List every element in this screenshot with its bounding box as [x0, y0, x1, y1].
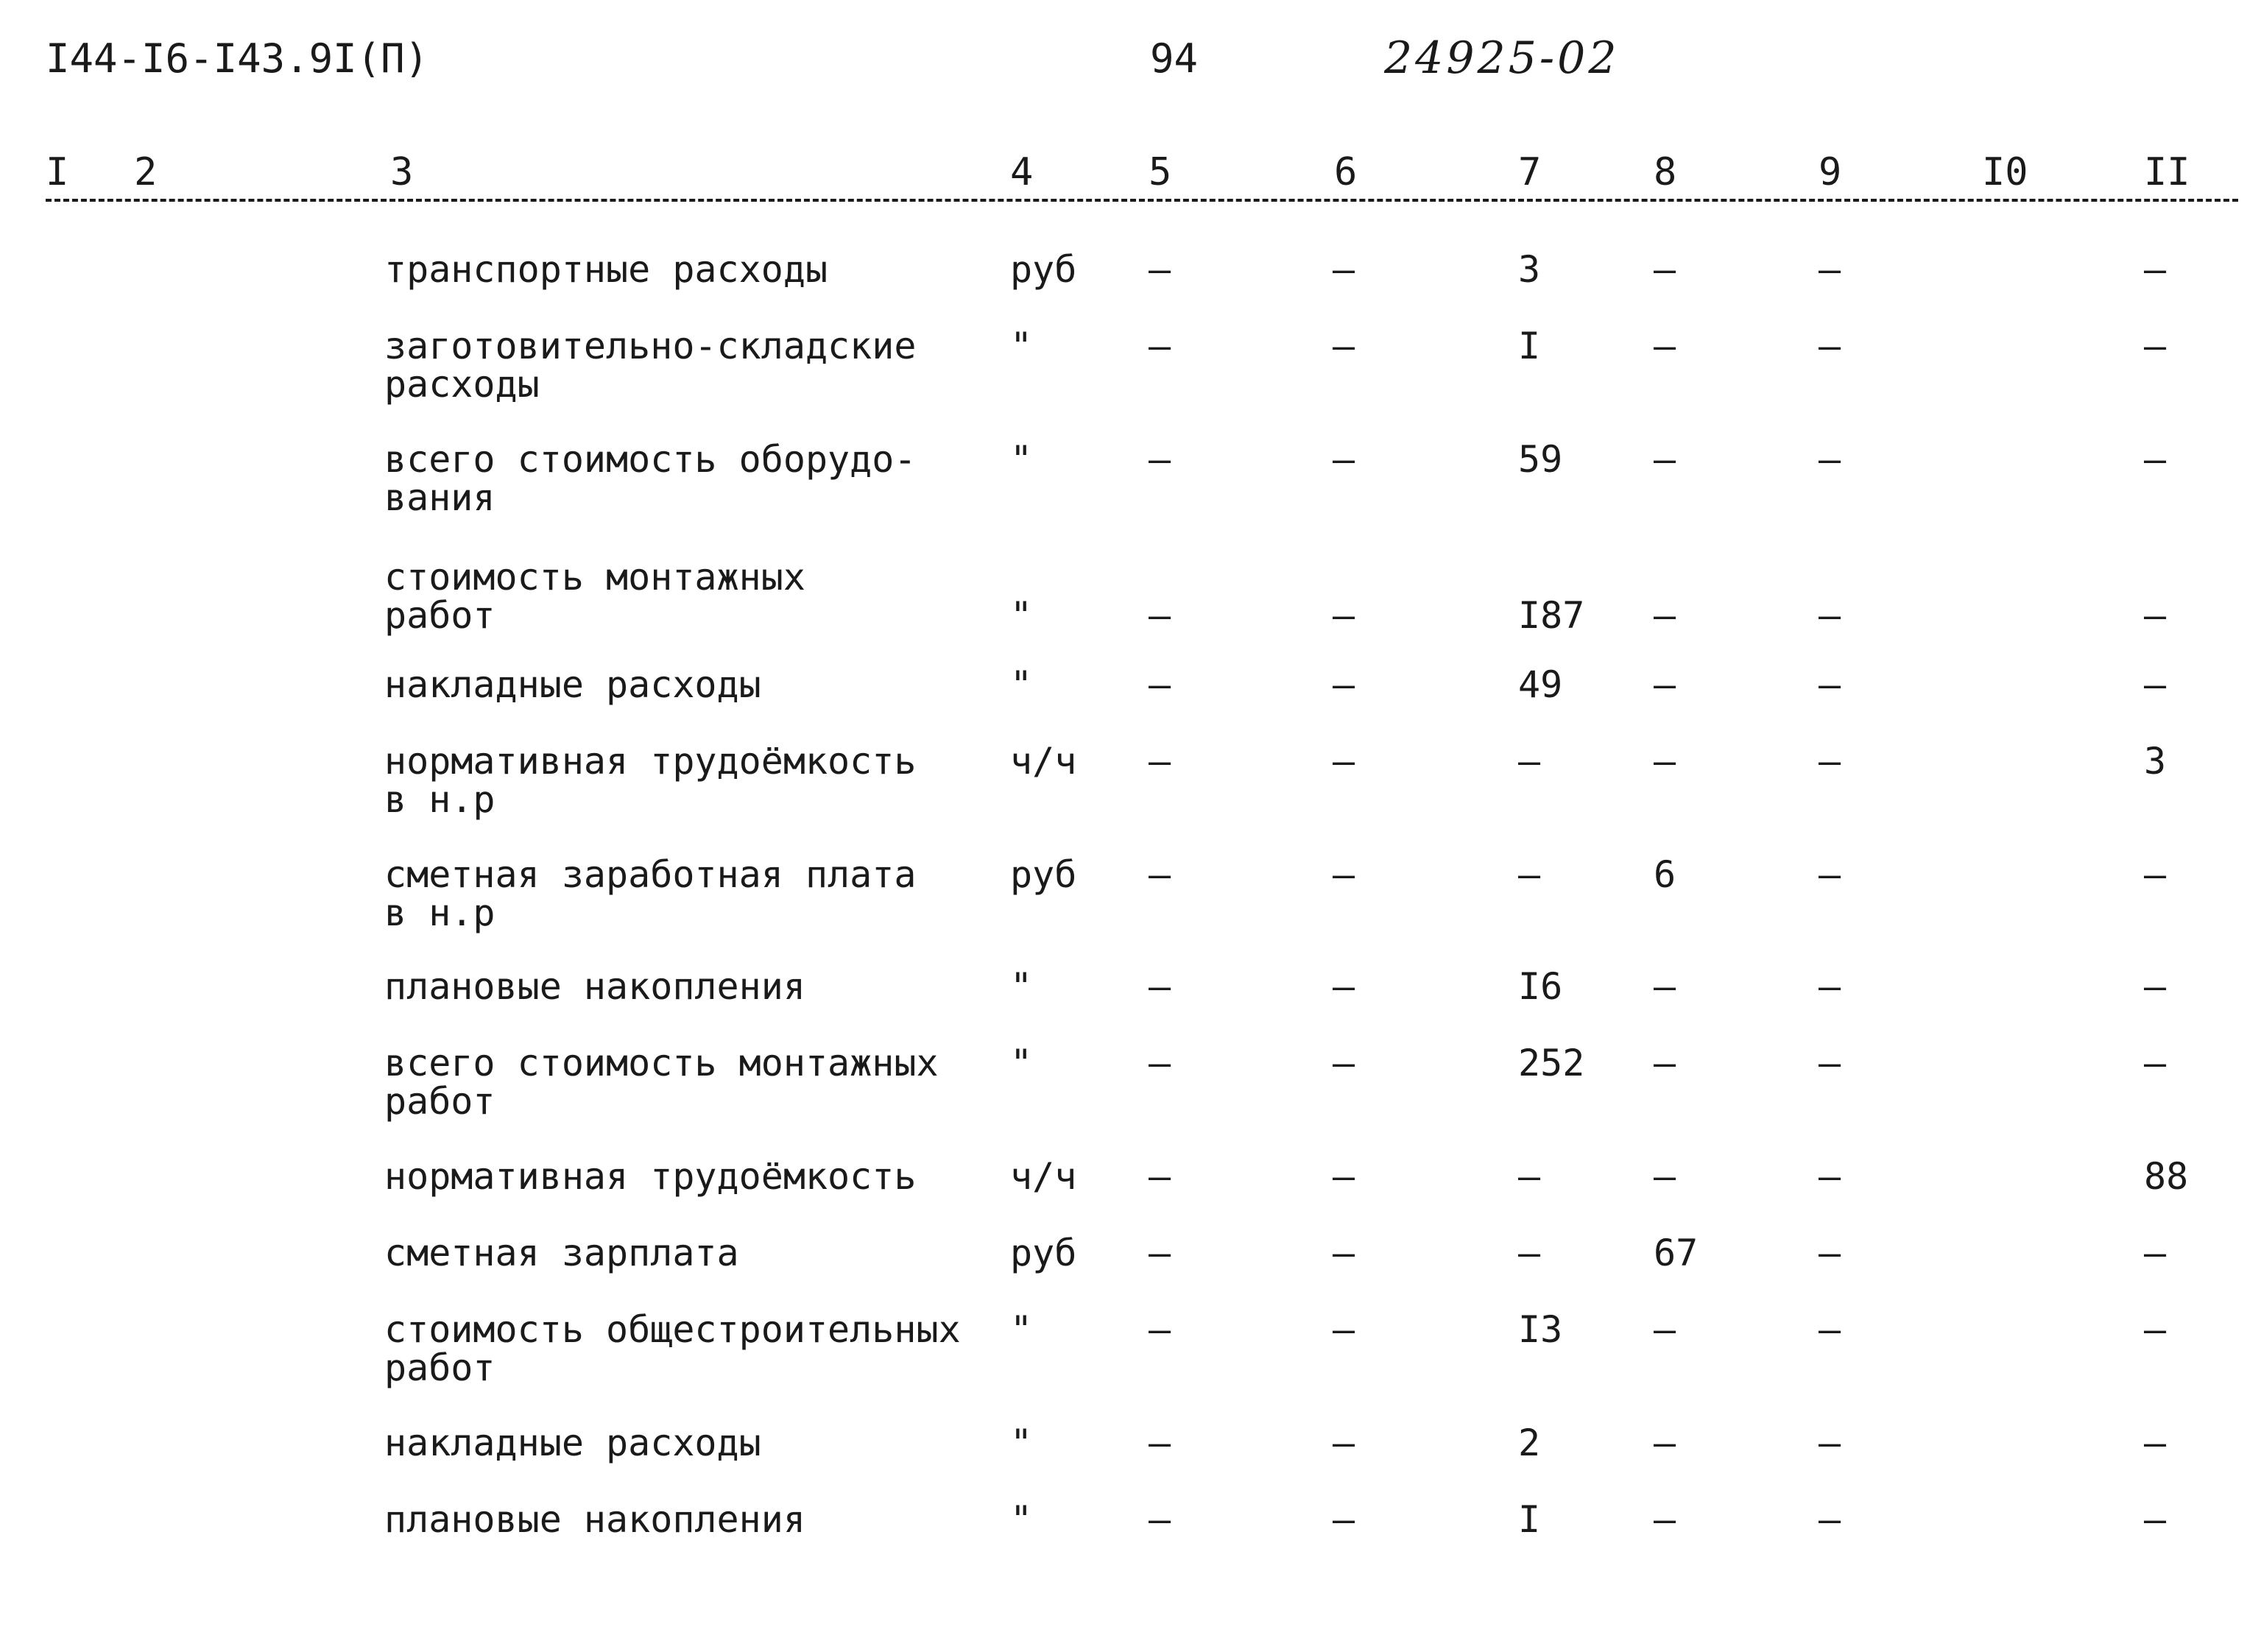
col6-cell: – [1333, 438, 1355, 481]
table-row [0, 1234, 2261, 1322]
description-line-2: в н.р [384, 892, 495, 934]
table-row [0, 1044, 2261, 1132]
col6-cell: – [1333, 1042, 1355, 1084]
col11-cell: 3 [2144, 740, 2167, 783]
col11-cell: – [2144, 1042, 2167, 1084]
unit-cell: " [1010, 663, 1033, 706]
col9-cell: – [1819, 1155, 1841, 1198]
table-row [0, 327, 2261, 415]
description-line-1: накладные расходы [384, 1422, 761, 1464]
description-line-1: всего стоимость оборудо- [384, 438, 917, 481]
col11-cell: – [2144, 965, 2167, 1008]
description-line-1: всего стоимость монтажных [384, 1042, 939, 1084]
document-code: I44-I6-I43.9I(П) [46, 35, 429, 82]
description-line-2: работ [384, 1080, 495, 1123]
col11-cell: – [2144, 1422, 2167, 1464]
col9-cell: – [1819, 965, 1841, 1008]
unit-cell: " [1010, 1498, 1033, 1541]
col8-cell: – [1654, 663, 1676, 706]
row-description [384, 1424, 761, 1462]
col6-cell: – [1333, 740, 1355, 783]
unit-cell: " [1010, 1042, 1033, 1084]
description-line-1: стоимость монтажных [384, 556, 805, 599]
col5-cell: – [1149, 438, 1171, 481]
row-description [384, 1157, 916, 1196]
unit-cell: руб [1010, 1232, 1077, 1274]
column-number-5: 5 [1149, 150, 1172, 194]
description-line-2: в н.р [384, 778, 495, 821]
table-row [0, 1424, 2261, 1512]
description-line-2: вания [384, 476, 495, 519]
unit-cell: " [1010, 965, 1033, 1008]
description-line-1: плановые накопления [384, 965, 805, 1008]
col8-cell: – [1654, 1155, 1676, 1198]
description-line-2: работ [384, 1346, 495, 1389]
row-description [384, 1234, 739, 1272]
col6-cell: – [1333, 663, 1355, 706]
unit-cell: руб [1010, 853, 1077, 896]
description-line-2: работ [384, 594, 495, 637]
col11-cell: – [2144, 1308, 2167, 1351]
description-line-1: нормативная трудоёмкость [384, 1155, 917, 1198]
row-description [384, 250, 828, 289]
table-row [0, 967, 2261, 1056]
col9-cell: – [1819, 325, 1841, 367]
table-row [0, 250, 2261, 339]
col7-cell: 3 [1518, 248, 1541, 291]
description-line-1: плановые накопления [384, 1498, 805, 1541]
row-description [384, 440, 916, 517]
col9-cell: – [1819, 594, 1841, 637]
col5-cell: – [1149, 853, 1171, 896]
col5-cell: – [1149, 1155, 1171, 1198]
column-number-3: 3 [390, 150, 414, 194]
col11-cell: – [2144, 594, 2167, 637]
description-line-1: стоимость общестроительных [384, 1308, 961, 1351]
col7-cell: I6 [1518, 965, 1563, 1008]
col9-cell: – [1819, 1422, 1841, 1464]
row-description [384, 967, 805, 1006]
col8-cell: – [1654, 325, 1676, 367]
row-description [384, 1042, 939, 1123]
col7-cell: 59 [1518, 438, 1563, 481]
col8-cell: – [1654, 1422, 1676, 1464]
col11-cell: – [2144, 1232, 2167, 1274]
col7-cell: – [1518, 740, 1541, 783]
col5-cell: – [1149, 248, 1171, 291]
unit-cell: ч/ч [1010, 1155, 1077, 1198]
page-number: 94 [1150, 35, 1199, 82]
col8-cell: – [1654, 740, 1676, 783]
col11-cell: – [2144, 1498, 2167, 1541]
col8-cell: – [1654, 248, 1676, 291]
col8-cell: – [1654, 594, 1676, 637]
col8-cell: – [1654, 438, 1676, 481]
col6-cell: – [1333, 965, 1355, 1008]
col7-cell: 252 [1518, 1042, 1585, 1084]
col7-cell: I [1518, 1498, 1541, 1541]
table-row [0, 1310, 2261, 1399]
row-description [384, 742, 916, 819]
row-description [384, 1310, 961, 1387]
col9-cell: – [1819, 1308, 1841, 1351]
col9-cell: – [1819, 853, 1841, 896]
col7-cell: – [1518, 853, 1541, 896]
col5-cell: – [1149, 1042, 1171, 1084]
col11-cell: 88 [2144, 1155, 2189, 1198]
col11-cell: – [2144, 248, 2167, 291]
col8-cell: – [1654, 1042, 1676, 1084]
col8-cell: – [1654, 1498, 1676, 1541]
col5-cell: – [1149, 325, 1171, 367]
column-number-4: 4 [1010, 150, 1034, 194]
col5-cell: – [1149, 740, 1171, 783]
col5-cell: – [1149, 1308, 1171, 1351]
col7-cell: I3 [1518, 1308, 1563, 1351]
description-line-2: расходы [384, 363, 540, 406]
col5-cell: – [1149, 594, 1171, 637]
col7-cell: I87 [1518, 594, 1585, 637]
col6-cell: – [1333, 248, 1355, 291]
col5-cell: – [1149, 965, 1171, 1008]
col5-cell: – [1149, 1498, 1171, 1541]
column-number-2: 2 [134, 150, 158, 194]
unit-cell: " [1010, 594, 1033, 637]
col11-cell: – [2144, 853, 2167, 896]
column-number-8: 8 [1654, 150, 1677, 194]
table-row [0, 663, 2261, 754]
col6-cell: – [1333, 1422, 1355, 1464]
col9-cell: – [1819, 1042, 1841, 1084]
description-line-1: транспортные расходы [384, 248, 828, 291]
row-description [384, 325, 917, 406]
column-number-1: I [46, 150, 69, 194]
col11-cell: – [2144, 438, 2167, 481]
col9-cell: – [1819, 740, 1841, 783]
col6-cell: – [1333, 325, 1355, 367]
table-row [0, 1157, 2261, 1246]
col9-cell: – [1819, 248, 1841, 291]
unit-cell: руб [1010, 248, 1077, 291]
table-row [0, 742, 2261, 830]
col7-cell: 2 [1518, 1422, 1541, 1464]
col6-cell: – [1333, 1155, 1355, 1198]
col9-cell: – [1819, 1498, 1841, 1541]
handwritten-number: 24925-02 [1384, 32, 1620, 84]
unit-cell: " [1010, 325, 1033, 367]
description-line-1: заготовительно-складские [384, 325, 917, 367]
col6-cell: – [1333, 853, 1355, 896]
col8-cell: – [1654, 965, 1676, 1008]
col6-cell: – [1333, 1498, 1355, 1541]
column-number-6: 6 [1334, 150, 1358, 194]
row-description [384, 558, 805, 635]
column-number-7: 7 [1518, 150, 1542, 194]
header-divider [46, 199, 2238, 202]
table-row [0, 855, 2261, 944]
unit-cell: " [1010, 438, 1033, 481]
column-number-11: II [2144, 150, 2190, 194]
col5-cell: – [1149, 663, 1171, 706]
description-line-1: нормативная трудоёмкость [384, 740, 917, 783]
row-description [384, 663, 761, 706]
table-row [0, 1500, 2261, 1589]
col5-cell: – [1149, 1232, 1171, 1274]
col5-cell: – [1149, 1422, 1171, 1464]
unit-cell: " [1010, 1308, 1033, 1351]
unit-cell: " [1010, 1422, 1033, 1464]
row-description [384, 855, 916, 932]
col11-cell: – [2144, 325, 2167, 367]
description-line-1: накладные расходы [384, 663, 761, 706]
table-row [0, 440, 2261, 529]
col6-cell: – [1333, 594, 1355, 637]
col7-cell: – [1518, 1155, 1541, 1198]
col6-cell: – [1333, 1232, 1355, 1274]
col9-cell: – [1819, 663, 1841, 706]
column-number-10: I0 [1982, 150, 2028, 194]
col9-cell: – [1819, 1232, 1841, 1274]
col7-cell: I [1518, 325, 1541, 367]
description-line-1: сметная зарплата [384, 1232, 739, 1274]
table-row [0, 558, 2261, 646]
col8-cell: – [1654, 1308, 1676, 1351]
col11-cell: – [2144, 663, 2167, 706]
column-number-9: 9 [1819, 150, 1842, 194]
unit-cell: ч/ч [1010, 740, 1077, 783]
col6-cell: – [1333, 1308, 1355, 1351]
description-line-1: сметная заработная плата [384, 853, 917, 896]
col8-cell: 6 [1654, 853, 1676, 896]
col8-cell: 67 [1654, 1232, 1699, 1274]
col7-cell: – [1518, 1232, 1541, 1274]
row-description [384, 1500, 805, 1539]
col9-cell: – [1819, 438, 1841, 481]
col7-cell: 49 [1518, 663, 1563, 706]
